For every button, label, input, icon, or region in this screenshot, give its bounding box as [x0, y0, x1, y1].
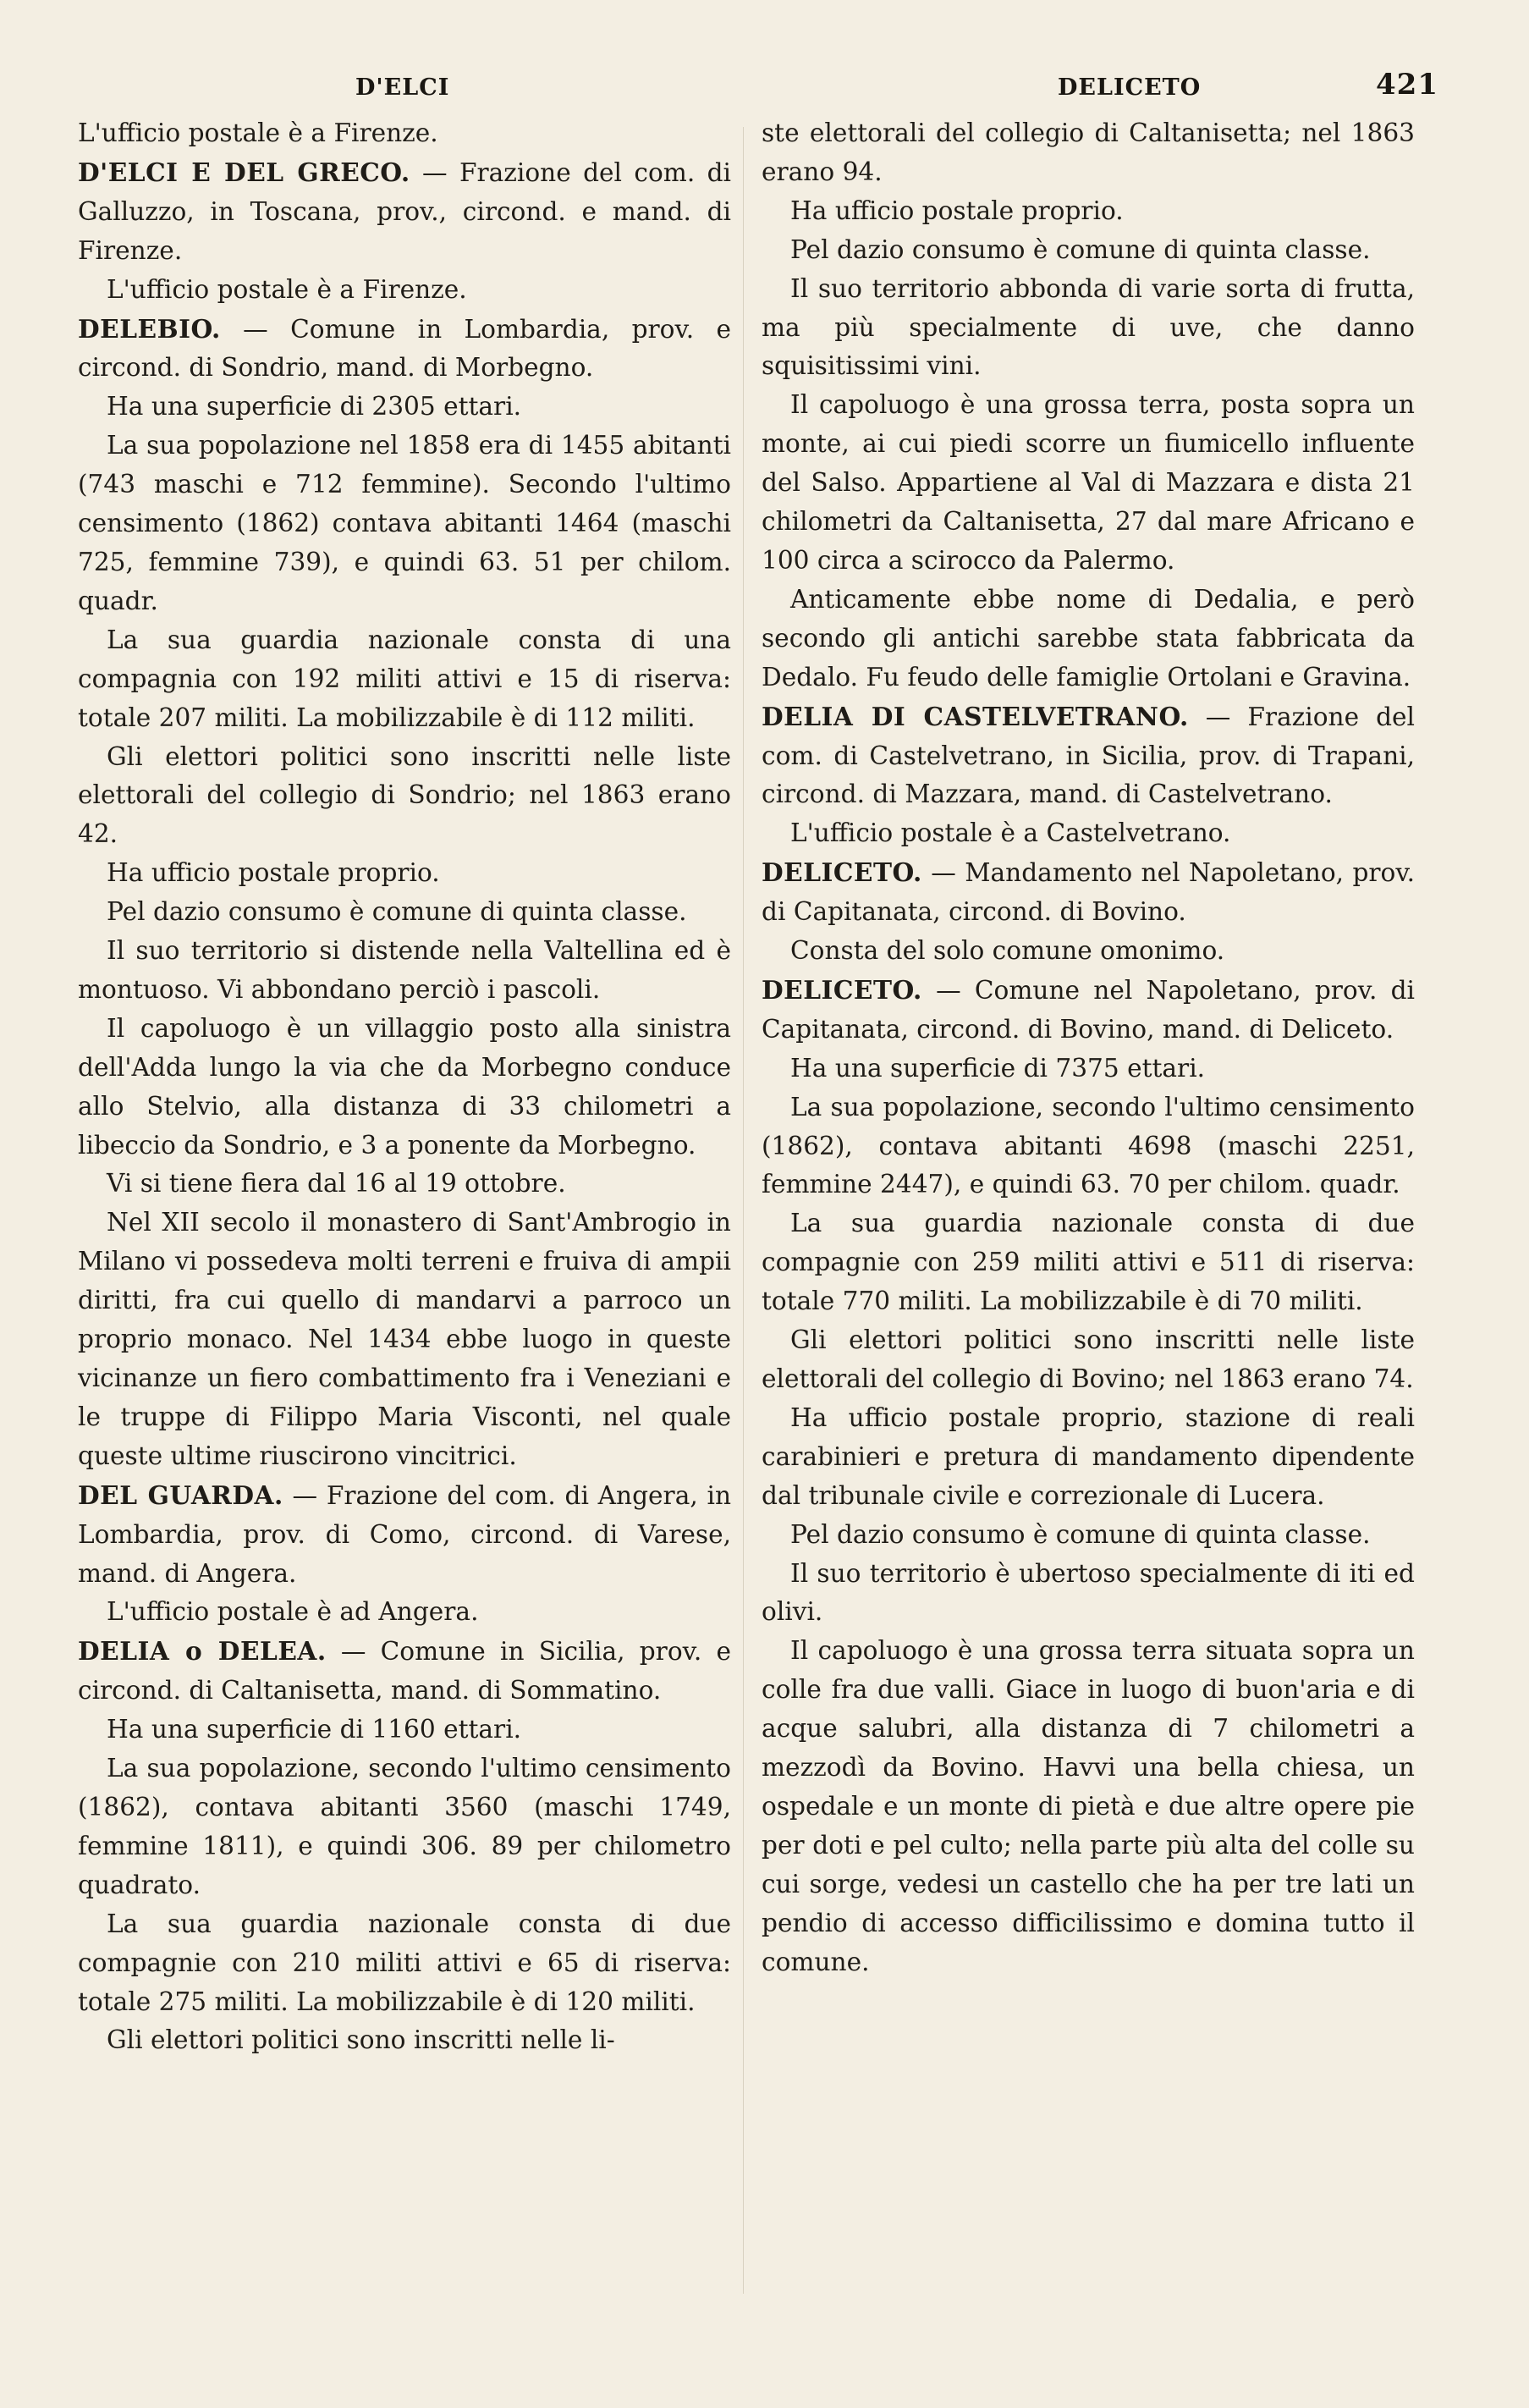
entry-text: Il suo territorio è ubertoso specialmente di iti ed olivi.	[762, 1558, 1415, 1627]
entry-text: Pel dazio consumo è comune di quinta classe.	[790, 1519, 1371, 1549]
entry-headword: DELICETO.	[762, 974, 922, 1005]
paragraph	[78, 1905, 731, 2022]
entry-text: ste elettorali del collegio di Caltanisetta; nel 1863 erano 94.	[762, 118, 1415, 186]
paragraph	[78, 1750, 731, 1905]
paragraph	[78, 621, 731, 738]
entry-text: Vi si tiene fiera dal 16 al 19 ottobre.	[107, 1169, 566, 1198]
paragraph	[762, 386, 1415, 581]
entry-text: — Frazione del com. di Galluzzo, in Toscana, prov., circond. e mand. di Firenze.	[78, 157, 731, 265]
entry-text: Nel XII secolo il monastero di Sant'Ambrogio in Milano vi possedeva molti terreni e fruiva di ampii diritti, fra cui quello di mandarvi a parroco un proprio monaco. Nel 1434 ebbe luogo in queste vicinanze un fiero combattimento fra i Veneziani e le truppe di Filippo Maria Visconti, nel quale queste ultime riuscirono vincitrici.	[78, 1208, 731, 1470]
paragraph	[78, 388, 731, 427]
running-header-left: D'ELCI	[355, 74, 450, 101]
entry-text: Pel dazio consumo è comune di quinta classe.	[790, 234, 1371, 264]
entry-text: — Frazione del com. di Angera, in Lombardia, prov. di Como, circond. di Varese, mand. di Angera.	[78, 1480, 731, 1588]
paragraph	[78, 271, 731, 310]
dictionary-entry	[78, 310, 731, 388]
paragraph	[762, 1204, 1415, 1321]
entry-text: Ha ufficio postale proprio.	[107, 858, 440, 888]
paragraph	[762, 814, 1415, 853]
dictionary-entry	[762, 697, 1415, 815]
entry-headword: DEL GUARDA.	[78, 1480, 283, 1510]
entry-headword: DELICETO.	[762, 857, 922, 888]
paragraph	[762, 1050, 1415, 1088]
dictionary-entry	[78, 153, 731, 271]
entry-text: L'ufficio postale è a Firenze.	[78, 118, 438, 147]
paragraph	[762, 932, 1415, 971]
entry-text: La sua guardia nazionale consta di due compagnie con 210 militi attivi e 65 di riserva: totale 275 militi. La mobilizzabile è di 120 militi.	[78, 1909, 731, 2016]
entry-text: Pel dazio consumo è comune di quinta classe.	[107, 897, 687, 927]
entry-headword: DELIA o DELEA.	[78, 1636, 327, 1667]
entry-text: Il capoluogo è un villaggio posto alla sinistra dell'Adda lungo la via che da Morbegno conduce allo Stelvio, alla distanza di 33 chilometri a libeccio da Sondrio, e 3 a ponente da Morbegno.	[78, 1013, 731, 1160]
entry-text: Consta del solo comune omonimo.	[790, 936, 1225, 966]
entry-headword: D'ELCI E DEL GRECO.	[78, 157, 410, 187]
entry-text: — Comune in Lombardia, prov. e circond. di Sondrio, mand. di Morbegno.	[78, 314, 731, 383]
entry-text: La sua guardia nazionale consta di due compagnie con 259 militi attivi e 511 di riserva: totale 770 militi. La mobilizzabile è di 70 militi.	[762, 1209, 1415, 1316]
paragraph	[78, 854, 731, 893]
right-column	[762, 114, 1415, 1982]
dictionary-entry	[78, 1632, 731, 1711]
entry-text: — Comune nel Napoletano, prov. di Capitanata, circond. di Bovino, mand. di Deliceto.	[762, 975, 1415, 1044]
entry-text: L'ufficio postale è a Castelvetrano.	[790, 818, 1231, 848]
entry-text: Ha ufficio postale proprio, stazione di reali carabinieri e pretura di mandamento dipendente dal tribunale civile e correzionale di Lucera.	[762, 1402, 1415, 1510]
paragraph	[78, 1711, 731, 1750]
entry-text: Il capoluogo è una grossa terra, posta sopra un monte, ai cui piedi scorre un fiumicello influente del Salso. Appartiene al Val di Mazzara e dista 21 chilometri da Caltanisetta, 27 dal mare Africano e 100 circa a scirocco da Palermo.	[762, 390, 1415, 575]
entry-text: L'ufficio postale è ad Angera.	[107, 1597, 479, 1627]
paragraph	[762, 1321, 1415, 1399]
paragraph	[762, 231, 1415, 270]
left-column	[78, 114, 731, 2060]
entry-text: Ha una superficie di 2305 ettari.	[107, 392, 522, 422]
dictionary-entry	[78, 1476, 731, 1594]
entry-text: Anticamente ebbe nome di Dedalia, e però secondo gli antichi sarebbe stata fabbricata da Dedalo. Fu feudo delle famiglie Ortolani e Gravina.	[762, 584, 1415, 692]
entry-text: Gli elettori politici sono inscritti nelle li-	[107, 2025, 615, 2055]
entry-text: La sua popolazione nel 1858 era di 1455 abitanti (743 maschi e 712 femmine). Secondo l'ultimo censimento (1862) contava abitanti 1464 (maschi 725, femmine 739), e quindi 63. 51 per chilom. quadr.	[78, 431, 731, 615]
entry-text: — Comune in Sicilia, prov. e circond. di Caltanisetta, mand. di Sommatino.	[78, 1637, 731, 1705]
entry-text: Il suo territorio si distende nella Valtellina ed è montuoso. Vi abbondano perciò i pascoli.	[78, 936, 731, 1004]
entry-text: Ha una superficie di 1160 ettari.	[107, 1715, 522, 1744]
entry-text: La sua popolazione, secondo l'ultimo censimento (1862), contava abitanti 4698 (maschi 2251, femmine 2447), e quindi 63. 70 per chilom. quadr.	[762, 1092, 1415, 1199]
dictionary-entry	[762, 971, 1415, 1050]
paragraph	[78, 427, 731, 621]
dictionary-entry	[762, 853, 1415, 932]
entry-text: Gli elettori politici sono inscritti nelle liste elettorali del collegio di Bovino; nel 1863 erano 74.	[762, 1325, 1415, 1393]
paragraph	[762, 1516, 1415, 1555]
entry-text: L'ufficio postale è a Firenze.	[107, 274, 467, 304]
page-number: 421	[1376, 68, 1438, 102]
paragraph	[78, 738, 731, 855]
paragraph	[762, 192, 1415, 231]
paragraph	[78, 1204, 731, 1475]
entry-text: Gli elettori politici sono inscritti nelle liste elettorali del collegio di Sondrio; nel 1863 erano 42.	[78, 741, 731, 849]
entry-text: — Mandamento nel Napoletano, prov. di Capitanata, circond. di Bovino.	[762, 858, 1415, 927]
entry-headword: DELEBIO.	[78, 313, 221, 344]
paragraph	[762, 1555, 1415, 1633]
paragraph	[78, 893, 731, 932]
entry-text: Il suo territorio abbonda di varie sorta di frutta, ma più specialmente di uve, che danno squisitissimi vini.	[762, 273, 1415, 381]
paragraph	[762, 1632, 1415, 1981]
paragraph	[762, 1088, 1415, 1205]
entry-text: Ha una superficie di 7375 ettari.	[790, 1053, 1206, 1083]
paragraph	[762, 1399, 1415, 1516]
entry-text: La sua popolazione, secondo l'ultimo censimento (1862), contava abitanti 3560 (maschi 1749, femmine 1811), e quindi 306. 89 per chilometro quadrato.	[78, 1754, 731, 1899]
entry-text: Ha ufficio postale proprio.	[790, 196, 1124, 225]
entry-headword: DELIA DI CASTELVETRANO.	[762, 701, 1189, 731]
entry-text: — Frazione del com. di Castelvetrano, in Sicilia, prov. di Trapani, circond. di Mazzara, mand. di Castelvetrano.	[762, 702, 1415, 809]
paragraph	[762, 270, 1415, 387]
running-header-right: DELICETO	[1058, 74, 1202, 101]
paragraph	[78, 1165, 731, 1204]
paragraph	[78, 932, 731, 1010]
entry-text: La sua guardia nazionale consta di una compagnia con 192 militi attivi e 15 di riserva: totale 207 militi. La mobilizzabile è di 112 militi.	[78, 625, 731, 732]
paragraph	[78, 2021, 731, 2060]
paragraph	[762, 581, 1415, 697]
paragraph	[78, 1010, 731, 1165]
entry-text: Il capoluogo è una grossa terra situata sopra un colle fra due valli. Giace in luogo di buon'aria e di acque salubri, alla distanza di 7 chilometri a mezzodì da Bovino. Havvi una bella chiesa, un ospedale e un monte di pietà e due altre opere pie per doti e pel culto; nella parte più alta del colle su cui sorge, vedesi un castello che ha per tre lati un pendio di accesso difficilissimo e domina tutto il comune.	[762, 1636, 1415, 1976]
paragraph	[78, 114, 731, 153]
paragraph	[78, 1593, 731, 1632]
paragraph	[762, 114, 1415, 192]
column-divider	[743, 127, 744, 2294]
